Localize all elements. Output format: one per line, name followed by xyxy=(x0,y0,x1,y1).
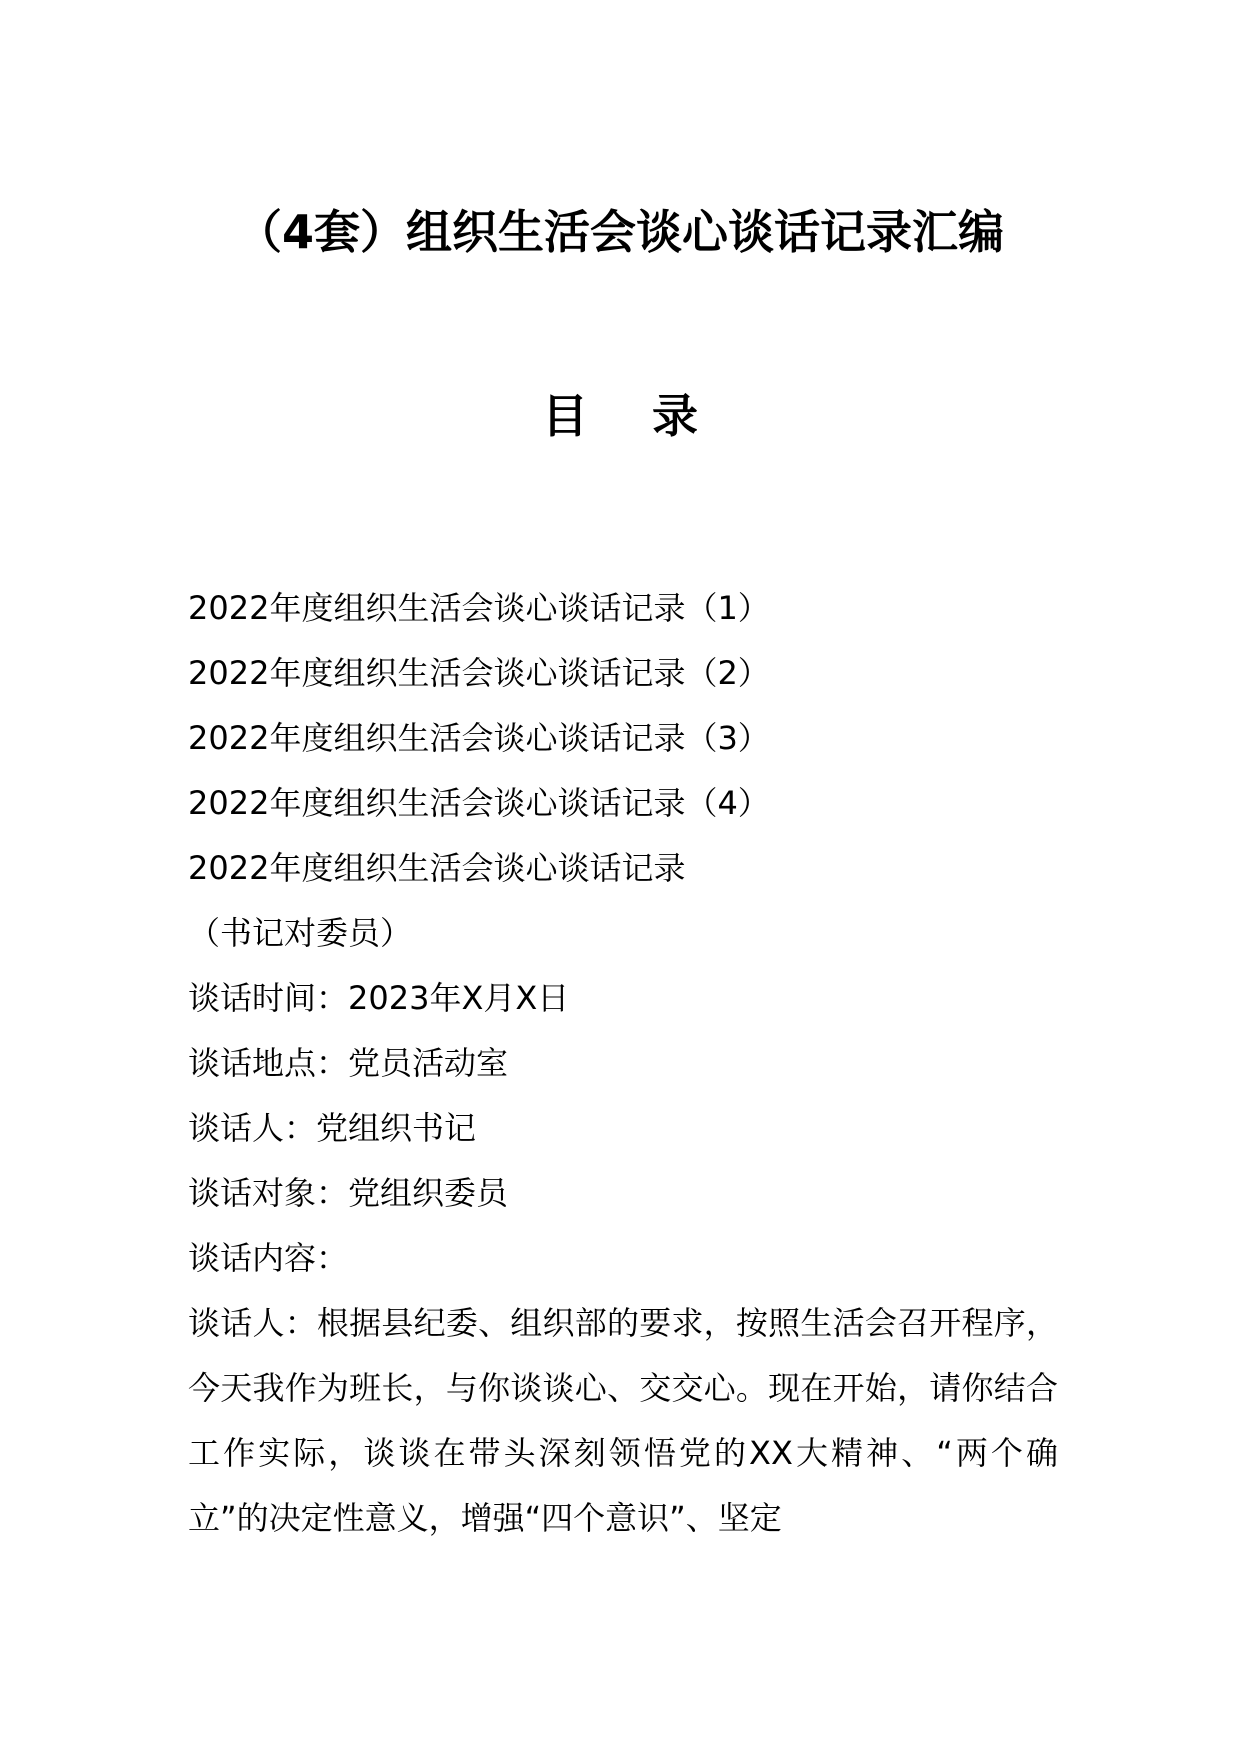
meta-target: 谈话对象：党组织委员 xyxy=(188,1174,509,1212)
toc-heading xyxy=(0,384,1240,448)
toc-item-3: 2022年度组织生活会谈心谈话记录（3） xyxy=(188,719,770,757)
meta-time: 谈话时间：2023年X月X日 xyxy=(188,979,570,1017)
section-title: 2022年度组织生活会谈心谈话记录 xyxy=(188,849,686,887)
toc-item-1: 2022年度组织生活会谈心谈话记录（1） xyxy=(188,589,770,627)
section-subtitle: （书记对委员） xyxy=(188,914,413,952)
toc-heading-char-2: 录 xyxy=(652,389,698,443)
meta-place: 谈话地点：党员活动室 xyxy=(188,1044,509,1082)
document-body xyxy=(188,576,1058,1551)
toc-item-4: 2022年度组织生活会谈心谈话记录（4） xyxy=(188,784,770,822)
content-paragraph: 谈话人：根据县纪委、组织部的要求，按照生活会召开程序，今天我作为班长，与你谈谈心、交交心。现在开始，请你结合工作实际，谈谈在带头深刻领悟党的XX大精神、“两个确立”的决定性意义，增强“四个意识”、坚定 xyxy=(188,1304,1058,1537)
meta-speaker: 谈话人：党组织书记 xyxy=(188,1109,477,1147)
toc-heading-char-1: 目 xyxy=(542,389,588,443)
toc-item-2: 2022年度组织生活会谈心谈话记录（2） xyxy=(188,654,770,692)
document-title: （4套）组织生活会谈心谈话记录汇编 xyxy=(235,205,1004,259)
meta-content-label: 谈话内容： xyxy=(188,1239,349,1277)
